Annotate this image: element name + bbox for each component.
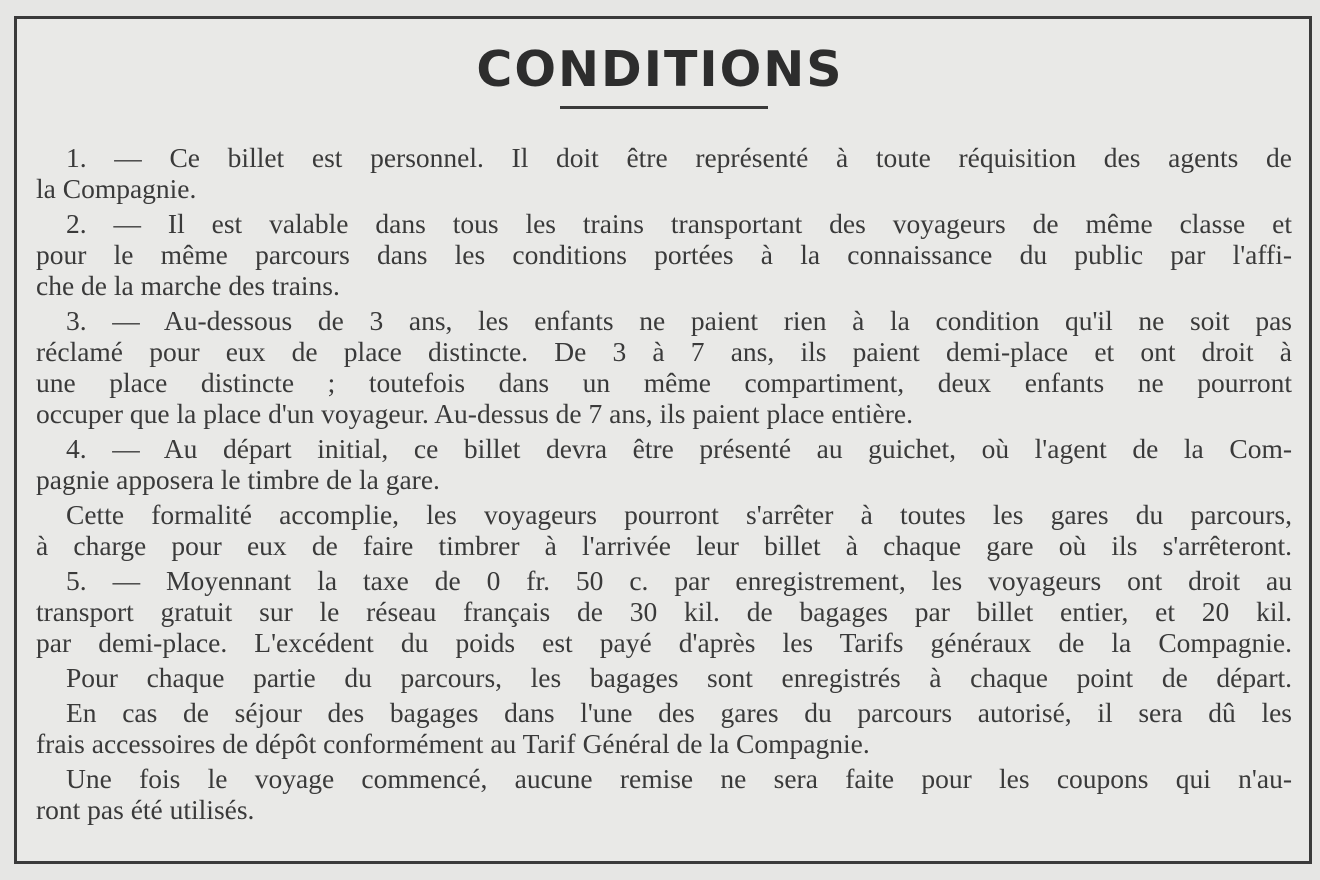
text-line: la Compagnie. [36, 173, 197, 204]
condition-paragraph [36, 208, 1292, 301]
text-line: une place distincte ; toutefois dans un même compartiment, deux enfants ne pourront [36, 367, 1292, 398]
text-line: Une fois le voyage commencé, aucune remise ne sera faite pour les coupons qui n'au- [66, 763, 1292, 794]
text-line: che de la marche des trains. [36, 270, 340, 301]
condition-paragraph [36, 305, 1292, 429]
text-line: 4. — Au départ initial, ce billet devra être présenté au guichet, où l'agent de la Com- [66, 433, 1292, 464]
text-line: 3. — Au-dessous de 3 ans, les enfants ne paient rien à la condition qu'il ne soit pas [66, 305, 1292, 336]
condition-paragraph [36, 499, 1292, 561]
text-line: Cette formalité accomplie, les voyageurs pourront s'arrêter à toutes les gares du parcours, [66, 499, 1292, 530]
text-line: occuper que la place d'un voyageur. Au-dessus de 7 ans, ils paient place entière. [36, 398, 914, 429]
page-title: CONDITIONS [476, 41, 844, 98]
text-line: réclamé pour eux de place distincte. De 3 à 7 ans, ils paient demi-place et ont droit à [36, 336, 1292, 367]
condition-paragraph [36, 142, 1292, 204]
conditions-body [36, 142, 1292, 829]
condition-paragraph [36, 565, 1292, 658]
text-line: 2. — Il est valable dans tous les trains transportant des voyageurs de même classe et [66, 208, 1292, 239]
text-line: pour le même parcours dans les conditions portées à la connaissance du public par l'affi- [36, 239, 1292, 270]
text-line: par demi-place. L'excédent du poids est payé d'après les Tarifs généraux de la Compagnie. [36, 627, 1292, 658]
text-line: à charge pour eux de faire timbrer à l'arrivée leur billet à chaque gare où ils s'arrêteront. [36, 530, 1292, 561]
title-underline [560, 106, 768, 109]
text-line: 1. — Ce billet est personnel. Il doit être représenté à toute réquisition des agents de [66, 142, 1292, 173]
text-line: 5. — Moyennant la taxe de 0 fr. 50 c. par enregistrement, les voyageurs ont droit au [66, 565, 1292, 596]
text-line: En cas de séjour des bagages dans l'une des gares du parcours autorisé, il sera dû les [66, 697, 1292, 728]
condition-paragraph [36, 433, 1292, 495]
text-line: frais accessoires de dépôt conformément au Tarif Général de la Compagnie. [36, 728, 870, 759]
text-line: pagnie apposera le timbre de la gare. [36, 464, 440, 495]
text-line: ront pas été utilisés. [36, 794, 255, 825]
condition-paragraph [36, 697, 1292, 759]
condition-paragraph [36, 662, 1292, 693]
condition-paragraph [36, 763, 1292, 825]
text-line: transport gratuit sur le réseau français de 30 kil. de bagages par billet entier, et 20 kil. [36, 596, 1292, 627]
text-line: Pour chaque partie du parcours, les bagages sont enregistrés à chaque point de départ. [66, 662, 1292, 693]
